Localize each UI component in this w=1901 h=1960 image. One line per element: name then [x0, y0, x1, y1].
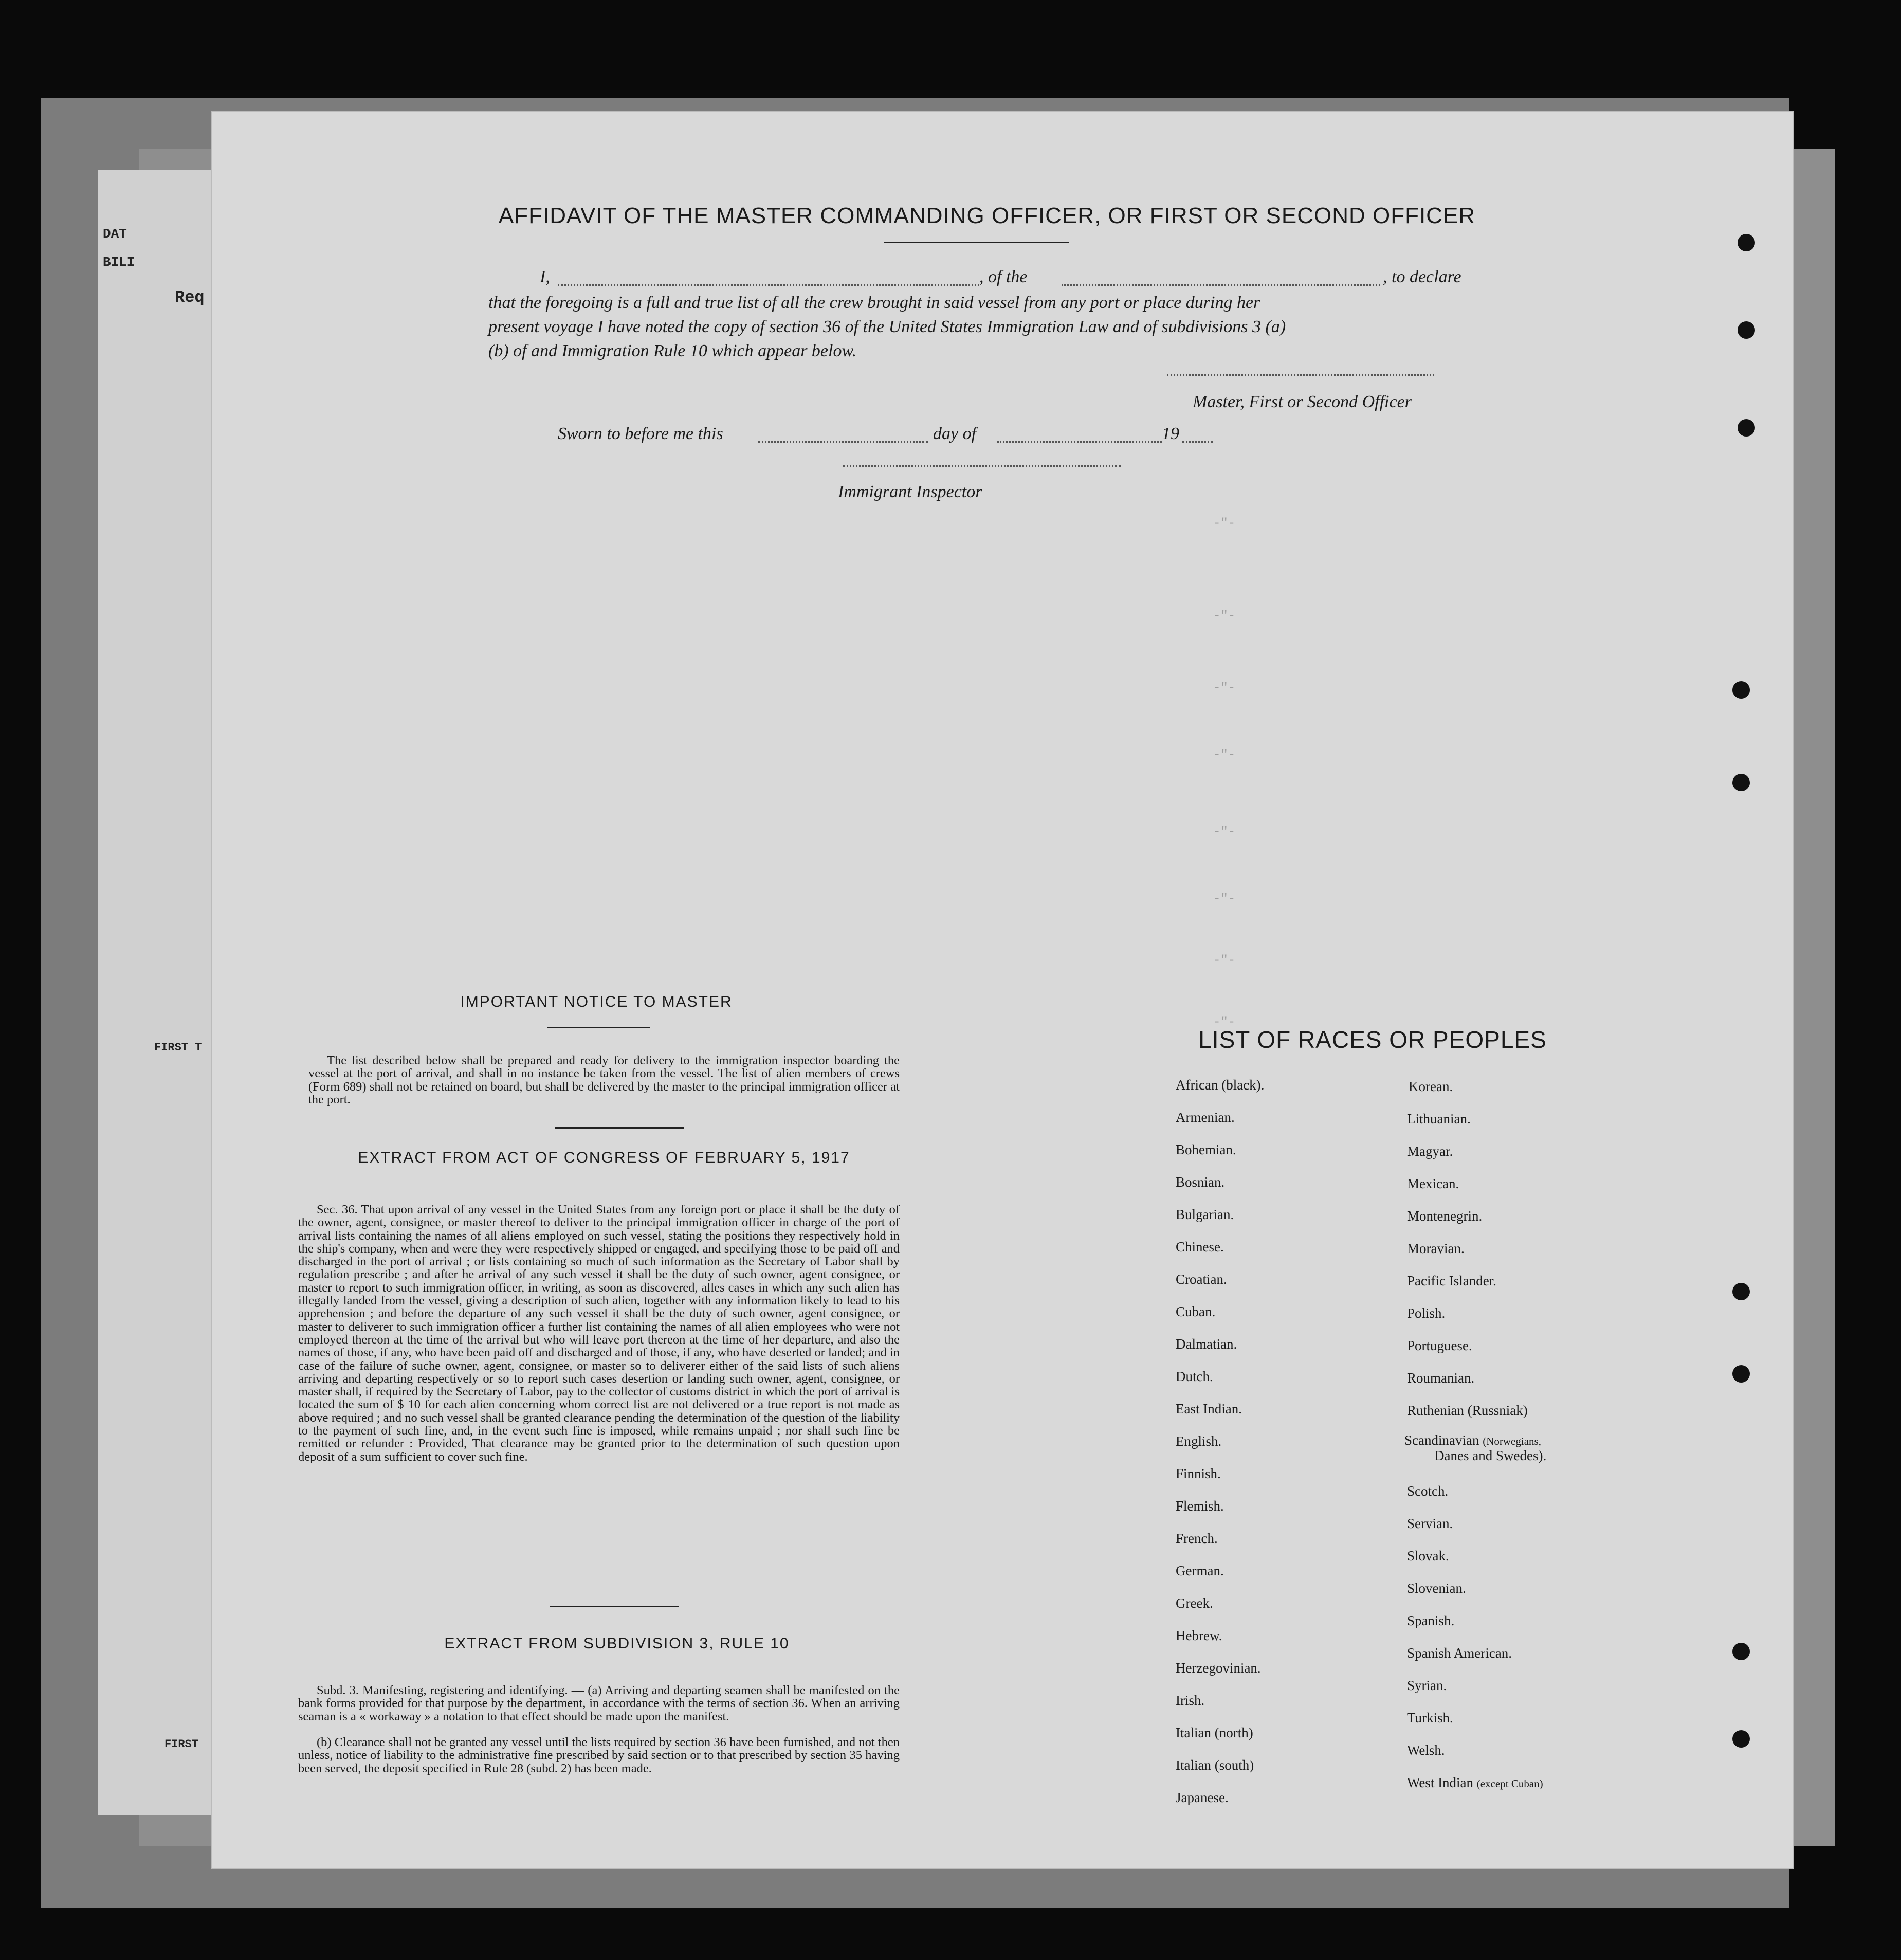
- race-item: Turkish.: [1407, 1710, 1453, 1726]
- act-text: Sec. 36. That upon arrival of any vessel in the United States from any foreign port or place it shall be the duty of the owner, agent, consignee, or master thereof to deliver to the principal immigration officer in charge of the port of arrival lists containing the names of all aliens employed on such vessel, stating the positions they respectively hold in the ship's company, when and were they were respectively shipped or engaged, and specifying those to be paid off and discharged in the port of arrival ; or lists containing so much of such information as the Secretary of Labor shall by regulation prescribe ; and after he arrival of any such vessel it shall be the duty of such owner, agent consignee, or master to report to such immigration officer, in writing, as soon as discovered, alles cases in which any such alien has illegally landed from the vessel, giving a description of such alien, together with any information likely to lead to his apprehension ; and before the departure of any such vessel it shall be the duty of such owner, agent consignee, or master to deliverer to such immigration officer a further list containing the names of all alien employees who were not employed thereon at the time of the arrival but who will leave port thereon at the time of her departure, and also the names of those, if any, who have been paid off and discharged and of those, if any, who have deserted or landed; and in case of the failure of suche owner, agent, consignee, or master so to deliverer either of the said lists of such aliens arriving and departing respectively or so to report such cases desertion or landing such owner, agent, consignee, or master shall, if required by the Secretary of Labor, pay to the collector of customs district in which the port of arrival is located the sum of $ 10 for each alien concerning whom correct list are not delivered or a true report is not made as above required ; and no such vessel shall be granted clearance pending the determination of the question of the liability to the payment of such fine, and, in the event such fine is imposed, while remains unpaid ; nor shall such fine be remitted or refunder : Provided, That clearance may be granted prior to the determination of such question upon deposit of a sum sufficient to cover such fine.: [298, 1203, 900, 1464]
- inspector-label: Immigrant Inspector: [838, 482, 982, 501]
- race-item: Greek.: [1176, 1595, 1213, 1611]
- notice-underline: [547, 1027, 650, 1028]
- race-item: Hebrew.: [1176, 1628, 1222, 1643]
- race-item: Finnish.: [1176, 1466, 1221, 1481]
- bleed-through-mark: -"-: [1213, 517, 1236, 531]
- notice-rule: [555, 1127, 684, 1129]
- signature-blank: [1167, 374, 1434, 376]
- rule-heading: EXTRACT FROM SUBDIVISION 3, RULE 10: [444, 1635, 790, 1652]
- race-item: Magyar.: [1407, 1144, 1453, 1159]
- races-heading: LIST OF RACES OR PEOPLES: [1198, 1026, 1547, 1053]
- race-item: Cuban.: [1176, 1304, 1216, 1319]
- punch-hole-icon: [1732, 1365, 1750, 1383]
- act-heading: EXTRACT FROM ACT OF CONGRESS OF FEBRUARY 5, 1917: [358, 1149, 850, 1166]
- punch-hole-icon: [1732, 1730, 1750, 1748]
- bleed-through-mark: -"-: [1213, 1015, 1236, 1029]
- race-item-scandinavian: [1404, 1432, 1541, 1448]
- bleed-through-mark: -"-: [1213, 825, 1236, 839]
- race-item-label: West Indian: [1407, 1775, 1474, 1790]
- signature-label: Master, First or Second Officer: [1193, 392, 1412, 411]
- bleed-through-mark: -"-: [1213, 748, 1236, 762]
- race-item: Italian (south): [1176, 1757, 1254, 1773]
- affidavit-page: [211, 111, 1794, 1869]
- affidavit-line-2: that the foregoing is a full and true list of all the crew brought in said vessel from any port or place during her: [488, 293, 1260, 312]
- race-item: French.: [1176, 1531, 1218, 1546]
- race-item: African (black).: [1176, 1077, 1265, 1093]
- affidavit-line-start: I,: [540, 267, 550, 286]
- affidavit-title: AFFIDAVIT OF THE MASTER COMMANDING OFFICER, OR FIRST OR SECOND OFFICER: [498, 203, 1476, 228]
- bleed-through-mark: -"-: [1213, 609, 1236, 623]
- race-item: Croatian.: [1176, 1272, 1227, 1287]
- race-item: Portuguese.: [1407, 1338, 1472, 1353]
- race-item: Bosnian.: [1176, 1174, 1225, 1190]
- rule-para-a: Subd. 3. Manifesting, registering and identifying. — (a) Arriving and departing seamen shall be manifested on the bank forms provided for that purpose by the department, in accordance with the terms of section 36. When an arriving seaman is a « workaway » a notation to that effect should be made upon the manifest.: [298, 1683, 900, 1723]
- vessel-blank: [1062, 284, 1380, 286]
- race-item-label: Scandinavian: [1404, 1432, 1479, 1448]
- race-item: East Indian.: [1176, 1401, 1242, 1417]
- race-item: Korean.: [1409, 1079, 1453, 1094]
- sworn-month-blank: [997, 441, 1162, 443]
- race-item: Italian (north): [1176, 1725, 1253, 1740]
- margin-text-first-2: FIRST: [164, 1738, 199, 1751]
- race-item: Flemish.: [1176, 1498, 1224, 1514]
- race-item: Slovak.: [1407, 1548, 1449, 1564]
- race-item: Bulgarian.: [1176, 1207, 1234, 1222]
- affidavit-line-mid: , of the: [979, 267, 1028, 286]
- race-item: Lithuanian.: [1407, 1111, 1471, 1127]
- act-rule: [550, 1606, 679, 1607]
- race-item: Moravian.: [1407, 1241, 1465, 1256]
- left-margin-strip: [98, 170, 221, 1815]
- affidavit-line-3: present voyage I have noted the copy of section 36 of the United States Immigration Law and of subdivisions 3 (a): [488, 317, 1286, 336]
- race-item: Dutch.: [1176, 1369, 1213, 1384]
- race-item: Welsh.: [1407, 1743, 1445, 1758]
- rule-para-b: (b) Clearance shall not be granted any vessel until the lists required by section 36 have been furnished, and not then unless, notice of liability to the administrative fine prescribed by said section or to that prescribed by section 35 having been served, the deposit specified in Rule 28 (subd. 2) has been made.: [298, 1735, 900, 1775]
- sworn-year: 19: [1162, 424, 1179, 443]
- race-item-west-indian: [1407, 1775, 1543, 1791]
- race-item: Dalmatian.: [1176, 1336, 1237, 1352]
- punch-hole-icon: [1732, 774, 1750, 791]
- punch-hole-icon: [1732, 1283, 1750, 1300]
- sworn-day-label: day of: [933, 424, 977, 443]
- punch-hole-icon: [1738, 321, 1755, 339]
- race-item: Roumanian.: [1407, 1370, 1475, 1386]
- punch-hole-icon: [1732, 1643, 1750, 1660]
- race-item: Slovenian.: [1407, 1581, 1466, 1596]
- race-item: Scotch.: [1407, 1483, 1449, 1499]
- race-item: Montenegrin.: [1407, 1208, 1483, 1224]
- affidavit-line-end: , to declare: [1383, 267, 1461, 286]
- margin-text-first-1: FIRST T: [154, 1041, 202, 1054]
- race-item: Syrian.: [1407, 1678, 1447, 1693]
- race-item: Servian.: [1407, 1516, 1453, 1531]
- margin-text-date: DAT: [103, 226, 127, 242]
- margin-text-req: Req: [175, 288, 205, 307]
- notice-heading: IMPORTANT NOTICE TO MASTER: [460, 993, 733, 1010]
- race-item: Armenian.: [1176, 1110, 1235, 1125]
- race-item: Spanish American.: [1407, 1645, 1512, 1661]
- race-item: Herzegovinian.: [1176, 1660, 1261, 1676]
- name-blank: [558, 284, 979, 286]
- race-item: English.: [1176, 1433, 1222, 1449]
- race-item-note: (except Cuban): [1476, 1777, 1543, 1790]
- race-item: Spanish.: [1407, 1613, 1455, 1628]
- bleed-through-mark: -"-: [1213, 892, 1236, 906]
- race-item: Japanese.: [1176, 1790, 1229, 1805]
- race-item: Polish.: [1407, 1305, 1446, 1321]
- race-item-note: (Norwegians,: [1483, 1435, 1541, 1447]
- affidavit-line-4: (b) of and Immigration Rule 10 which appear below.: [488, 341, 857, 360]
- race-item-note-line: Danes and Swedes).: [1434, 1448, 1547, 1463]
- notice-text: The list described below shall be prepared and ready for delivery to the immigration inspector boarding the vessel at the port of arrival, and shall in no instance be taken from the vessel. The list of alien members of crews (Form 689) shall not be retained on board, but shall be delivered by the master to the principal immigration officer at the port.: [308, 1054, 900, 1106]
- punch-hole-icon: [1738, 234, 1755, 251]
- bleed-through-mark: -"-: [1213, 681, 1236, 695]
- race-item: German.: [1176, 1563, 1224, 1578]
- race-item: Bohemian.: [1176, 1142, 1236, 1157]
- bleed-through-mark: -"-: [1213, 954, 1236, 968]
- sworn-year-blank: [1182, 441, 1213, 443]
- inspector-blank: [843, 465, 1121, 467]
- race-item: Mexican.: [1407, 1176, 1459, 1191]
- sworn-text: Sworn to before me this: [558, 424, 723, 443]
- race-item: Irish.: [1176, 1693, 1205, 1708]
- punch-hole-icon: [1732, 681, 1750, 699]
- title-underline: [884, 242, 1069, 243]
- punch-hole-icon: [1738, 419, 1755, 437]
- race-item: Pacific Islander.: [1407, 1273, 1496, 1288]
- race-item: Chinese.: [1176, 1239, 1224, 1255]
- sworn-day-blank: [758, 441, 928, 443]
- margin-text-bill: BILI: [103, 255, 135, 270]
- race-item: Ruthenian (Russniak): [1407, 1403, 1528, 1418]
